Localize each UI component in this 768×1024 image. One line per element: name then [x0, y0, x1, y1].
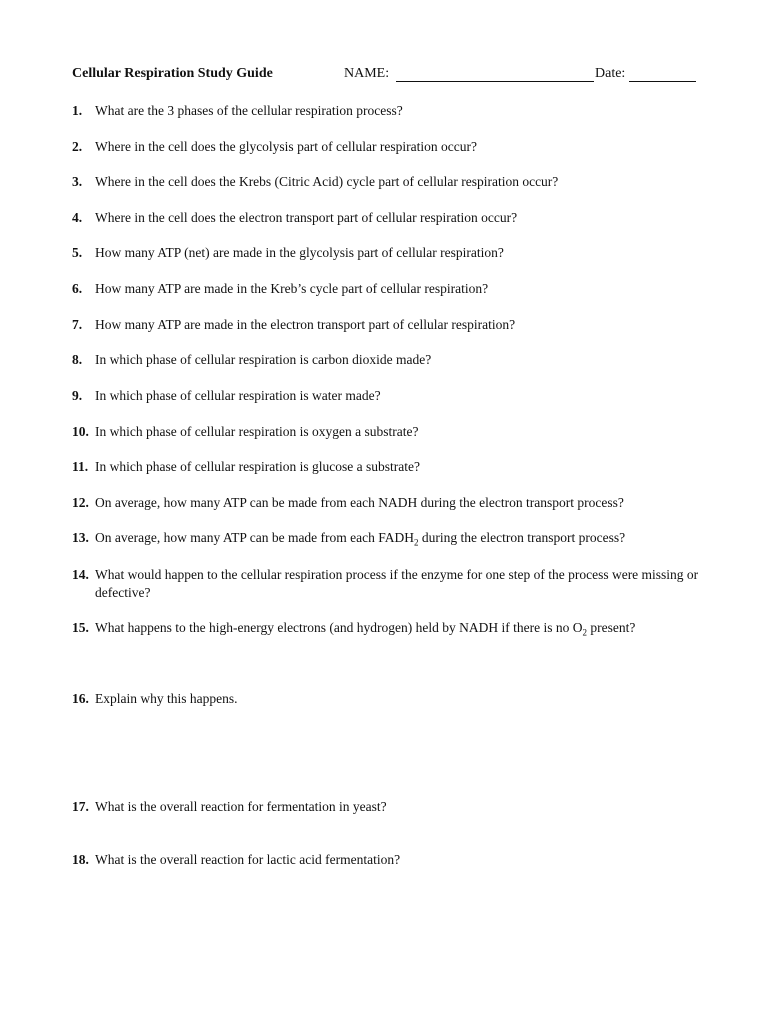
question-number: 1. — [72, 103, 83, 118]
question-text: Where in the cell does the Krebs (Citric Acid) cycle part of cellular respiration occur? — [95, 174, 559, 189]
question-number: 10. — [72, 424, 89, 439]
question-number: 9. — [72, 388, 83, 403]
question-18 — [72, 851, 712, 869]
question-9 — [72, 387, 712, 405]
question-10 — [72, 423, 712, 441]
question-text: In which phase of cellular respiration is carbon dioxide made? — [95, 352, 432, 367]
question-text: What is the overall reaction for fermentation in yeast? — [95, 799, 387, 814]
question-text: Explain why this happens. — [95, 691, 238, 706]
question-text: What would happen to the cellular respiration process if the enzyme for one step of the process were missing or defective? — [95, 567, 699, 600]
question-text: Where in the cell does the electron transport part of cellular respiration occur? — [95, 210, 518, 225]
question-number: 16. — [72, 691, 89, 706]
question-15 — [72, 619, 712, 642]
question-number: 5. — [72, 245, 83, 260]
question-2 — [72, 138, 712, 156]
question-number: 14. — [72, 567, 89, 582]
question-text: What happens to the high-energy electrons (and hydrogen) held by NADH if there is no $O_2$ present? — [95, 620, 636, 638]
date-label: Date: — [595, 66, 626, 81]
question-text: On average, how many ATP can be made from each NADH during the electron transport process? — [95, 495, 624, 510]
question-number: 15. — [72, 620, 89, 635]
question-12 — [72, 494, 712, 512]
question-number: 8. — [72, 352, 83, 367]
question-number: 7. — [72, 317, 83, 332]
date-field[interactable] — [629, 81, 696, 82]
question-number: 2. — [72, 139, 83, 154]
question-4 — [72, 209, 712, 227]
question-number: 11. — [72, 459, 89, 474]
question-number: 3. — [72, 174, 83, 189]
question-text: What are the 3 phases of the cellular respiration process? — [95, 103, 403, 118]
question-8 — [72, 351, 712, 369]
question-17 — [72, 798, 712, 816]
question-text: Where in the cell does the glycolysis part of cellular respiration occur? — [95, 139, 477, 154]
question-5 — [72, 244, 712, 262]
question-number: 12. — [72, 495, 89, 510]
name-field[interactable] — [396, 81, 594, 82]
header — [72, 66, 702, 86]
question-text: How many ATP are made in the electron transport part of cellular respiration? — [95, 317, 516, 332]
question-text: How many ATP are made in the Kreb’s cycle part of cellular respiration? — [95, 281, 489, 296]
question-7 — [72, 316, 712, 334]
question-text: On average, how many ATP can be made from each $FADH_2$ during the electron transport process? — [95, 530, 626, 548]
question-number: 18. — [72, 852, 89, 867]
name-label: NAME: — [344, 66, 390, 81]
question-text: In which phase of cellular respiration is oxygen a substrate? — [95, 424, 419, 439]
question-6 — [72, 280, 712, 298]
question-16 — [72, 690, 712, 708]
question-11 — [72, 458, 712, 476]
question-3 — [72, 173, 712, 191]
question-text: How many ATP (net) are made in the glycolysis part of cellular respiration? — [95, 245, 504, 260]
question-number: 13. — [72, 530, 89, 545]
question-13 — [72, 529, 712, 552]
question-number: 17. — [72, 799, 89, 814]
page-title: Cellular Respiration Study Guide — [72, 66, 273, 81]
question-text: In which phase of cellular respiration is glucose a substrate? — [95, 459, 421, 474]
question-text: What is the overall reaction for lactic acid fermentation? — [95, 852, 401, 867]
question-number: 6. — [72, 281, 83, 296]
question-14 — [72, 566, 712, 602]
question-text: In which phase of cellular respiration is water made? — [95, 388, 381, 403]
question-1 — [72, 102, 712, 120]
question-number: 4. — [72, 210, 83, 225]
